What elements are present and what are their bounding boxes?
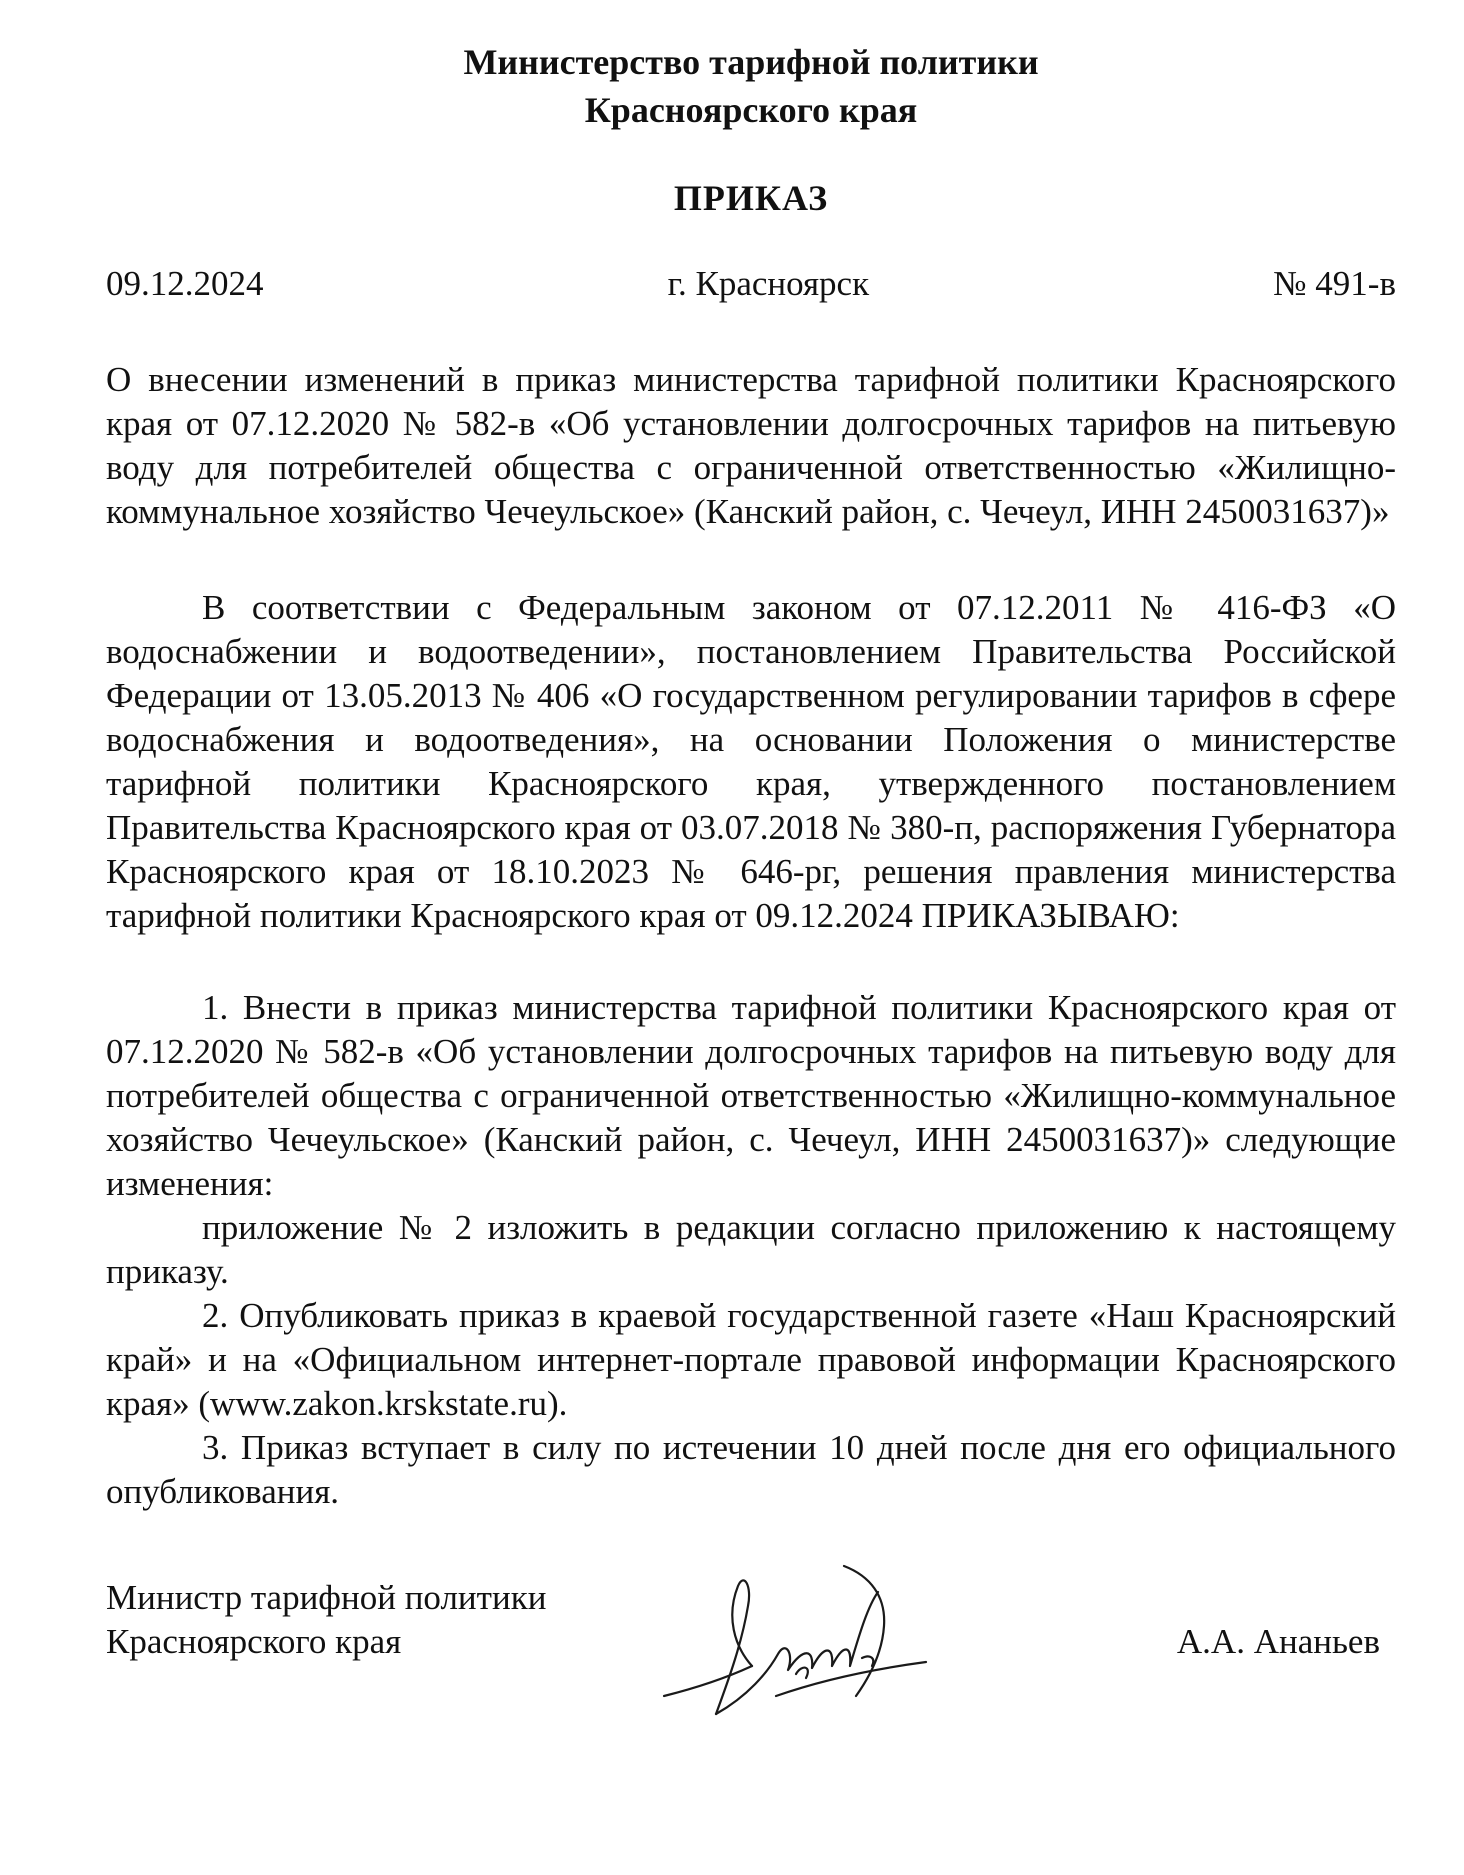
document-preamble: В соответствии с Федеральным законом от 07.12.2011 № 416-ФЗ «О водоснабжении и водоотведении», постановлением Правительства Российской Федерации от 13.05.2013 № 406 «О государственном регулировании тарифов в сфере водоснабжения и водоотведения», на основании Положения о министерстве тарифной политики Красноярского края, утвержденного постановлением Правительства Красноярского края от 03.07.2018 № 380-п, распоряжения Губернатора Красноярского края от 18.10.2023 № 646-рг, решения правления министерства тарифной политики Красноярского края от 09.12.2024 ПРИКАЗЫВАЮ: xyxy=(106,588,1396,935)
document-type: ПРИКАЗ xyxy=(673,178,829,218)
ministry-header xyxy=(106,38,1396,134)
document-title: О внесении изменений в приказ министерства тарифной политики Красноярского края от 07.12.2020 № 582-в «Об установлении долгосрочных тарифов на питьевую воду для потребителей общества с ограниченной ответственностью «Жилищно-коммунальное хозяйство Чечеульское» (Канский район, с. Чечеул, ИНН 2450031637)» xyxy=(106,360,1396,531)
order-item-3: 3. Приказ вступает в силу по истечении 10 дней после дня его официального опубликования. xyxy=(106,1428,1396,1511)
order-item-2: 2. Опубликовать приказ в краевой государственной газете «Наш Красноярский край» и на «Официальном интернет-портале правовой информации Красноярского края» (www.zakon.krskstate.ru). xyxy=(106,1296,1396,1423)
order-item-1-sub: приложение № 2 изложить в редакции согласно приложению к настоящему приказу. xyxy=(106,1208,1396,1291)
ministry-region: Красноярского края xyxy=(584,90,918,130)
document-meta-row xyxy=(106,262,1396,306)
document-number: № 491-в xyxy=(1273,264,1396,303)
document-date: 09.12.2024 xyxy=(106,264,264,303)
signatory-position xyxy=(106,1576,546,1664)
handwritten-signature xyxy=(656,1546,956,1736)
ministry-name: Министерство тарифной политики xyxy=(463,42,1039,82)
document-city: г. Красноярск xyxy=(667,264,870,303)
signatory-position-line2: Красноярского края xyxy=(106,1622,402,1661)
signature-block xyxy=(106,1576,1396,1726)
order-item-1: 1. Внести в приказ министерства тарифной политики Красноярского края от 07.12.2020 № 582-в «Об установлении долгосрочных тарифов на питьевую воду для потребителей общества с ограниченной ответственностью «Жилищно-коммунальное хозяйство Чечеульское» (Канский район, с. Чечеул, ИНН 2450031637)» следующие изменения: xyxy=(106,988,1396,1203)
signatory-position-line1: Министр тарифной политики xyxy=(106,1578,547,1617)
signatory-name: А.А. Ананьев xyxy=(1176,1622,1380,1661)
